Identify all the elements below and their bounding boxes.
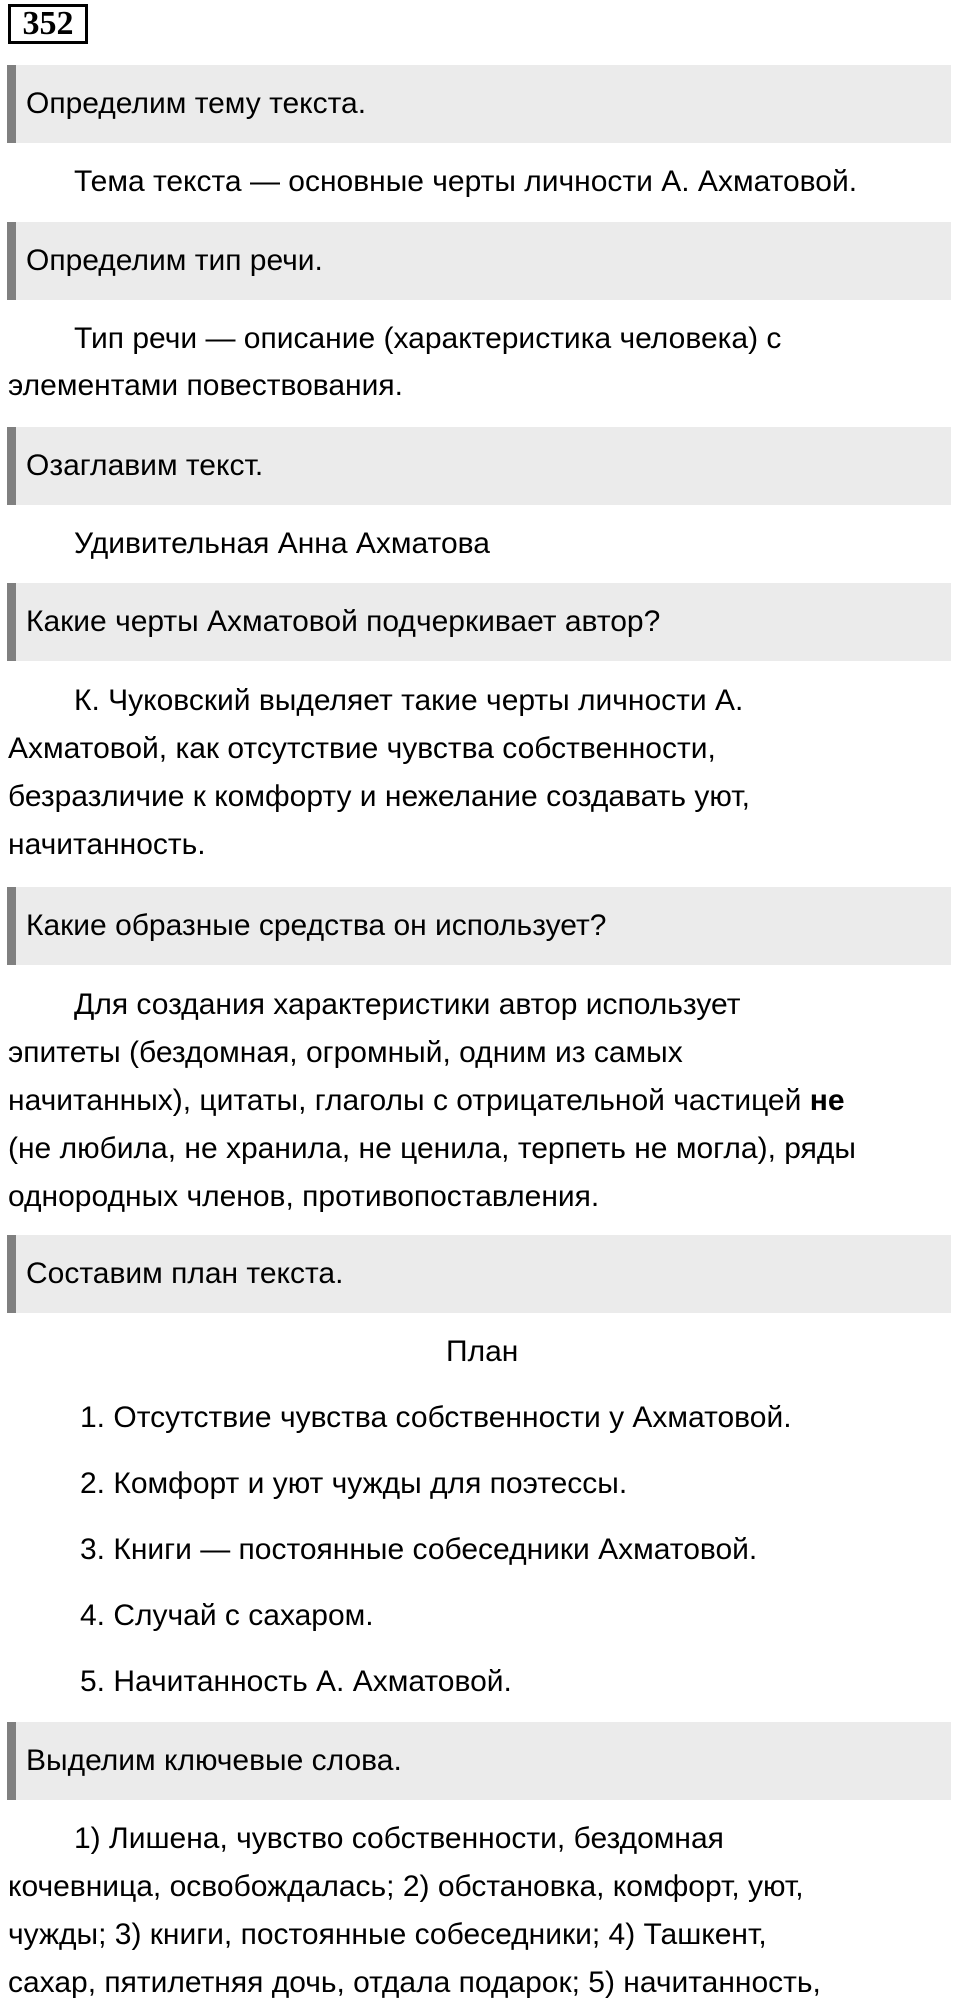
answer-line: чужды; 3) книги, постоянные собеседники; 4) Ташкент, [8,1918,767,1951]
plan-title: План [446,1335,519,1368]
question-bar-speech-type: Определим тип речи. [7,222,951,300]
question-bar-traits: Какие черты Ахматовой подчеркивает автор? [7,583,951,661]
answer-line: (не любила, не хранила, не ценила, терпеть не могла), ряды [8,1132,856,1165]
answer-line: однородных членов, противопоставления. [8,1180,600,1213]
question-bar-title: Озаглавим текст. [7,427,951,505]
answer-line: Тема текста — основные черты личности А. Ахматовой. [74,165,858,198]
answer-line: Ахматовой, как отсутствие чувства собственности, [8,732,716,765]
answer-line: кочевница, освобождалась; 2) обстановка, комфорт, уют, [8,1870,804,1903]
answer-line: Тип речи — описание (характеристика человека) с [74,322,782,355]
plan-item: 4. Случай с сахаром. [80,1599,374,1632]
answer-line: К. Чуковский выделяет такие черты личности А. [74,684,744,717]
question-bar-devices: Какие образные средства он использует? [7,887,951,965]
answer-line: Для создания характеристики автор использует [74,988,741,1021]
answer-line [8,1083,845,1119]
plan-item: 5. Начитанность А. Ахматовой. [80,1665,512,1698]
plan-item: 1. Отсутствие чувства собственности у Ахматовой. [80,1401,792,1434]
question-bar-topic: Определим тему текста. [7,65,951,143]
question-bar-plan: Составим план текста. [7,1235,951,1313]
answer-line: эпитеты (бездомная, огромный, одним из самых [8,1036,683,1069]
answer-line: Удивительная Анна Ахматова [74,527,490,560]
answer-line-text: начитанных), цитаты, глаголы с отрицательной частицей [8,1084,802,1117]
answer-line: начитанность. [8,828,206,861]
plan-item: 2. Комфорт и уют чужды для поэтессы. [80,1467,628,1500]
question-bar-keywords: Выделим ключевые слова. [7,1722,951,1800]
plan-item: 3. Книги — постоянные собеседники Ахматовой. [80,1533,758,1566]
answer-line: элементами повествования. [8,369,403,402]
task-number-badge: 352 [8,4,88,44]
bold-particle: не [809,1084,845,1117]
answer-line: 1) Лишена, чувство собственности, бездомная [74,1822,724,1855]
answer-line: сахар, пятилетняя дочь, отдала подарок; 5) начитанность, [8,1966,821,1999]
answer-line: безразличие к комфорту и нежелание создавать уют, [8,780,750,813]
